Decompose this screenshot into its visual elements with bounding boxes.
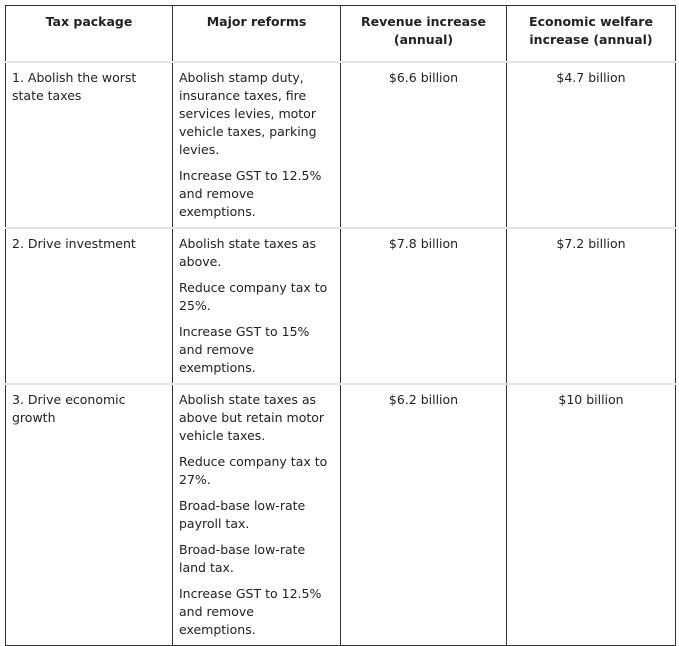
reform-item: Abolish state taxes as above. (179, 236, 317, 269)
reform-item: Increase GST to 12.5% and remove exemptions. (179, 586, 322, 637)
tax-package-table (5, 5, 676, 646)
table-row (6, 384, 676, 646)
header-tax-package: Tax package (6, 6, 173, 63)
header-revenue-increase: Revenue increase (annual) (341, 6, 507, 63)
revenue-cell: $7.8 billion (341, 228, 507, 384)
reform-item: Increase GST to 15% and remove exemptions. (179, 324, 310, 375)
welfare-cell: $10 billion (507, 384, 676, 646)
header-welfare-increase: Economic welfare increase (annual) (507, 6, 676, 63)
header-major-reforms: Major reforms (173, 6, 341, 63)
welfare-cell: $4.7 billion (507, 62, 676, 228)
reforms-cell (173, 62, 341, 228)
reform-item: Increase GST to 12.5% and remove exemptions. (179, 168, 322, 219)
table-row (6, 228, 676, 384)
reform-item: Abolish state taxes as above but retain motor vehicle taxes. (179, 392, 325, 443)
revenue-cell: $6.2 billion (341, 384, 507, 646)
reform-item: Broad-base low-rate payroll tax. (179, 498, 306, 531)
table-row (6, 62, 676, 228)
package-cell: 2. Drive investment (6, 228, 173, 384)
reform-item: Reduce company tax to 27%. (179, 454, 328, 487)
package-cell: 1. Abolish the worst state taxes (6, 62, 173, 228)
reforms-cell (173, 384, 341, 646)
reform-item: Reduce company tax to 25%. (179, 280, 328, 313)
welfare-cell: $7.2 billion (507, 228, 676, 384)
reform-item: Abolish stamp duty, insurance taxes, fire services levies, motor vehicle taxes, parking levies. (179, 70, 317, 157)
revenue-cell: $6.6 billion (341, 62, 507, 228)
header-row (6, 6, 676, 63)
reforms-cell (173, 228, 341, 384)
reform-item: Broad-base low-rate land tax. (179, 542, 306, 575)
package-cell: 3. Drive economic growth (6, 384, 173, 646)
